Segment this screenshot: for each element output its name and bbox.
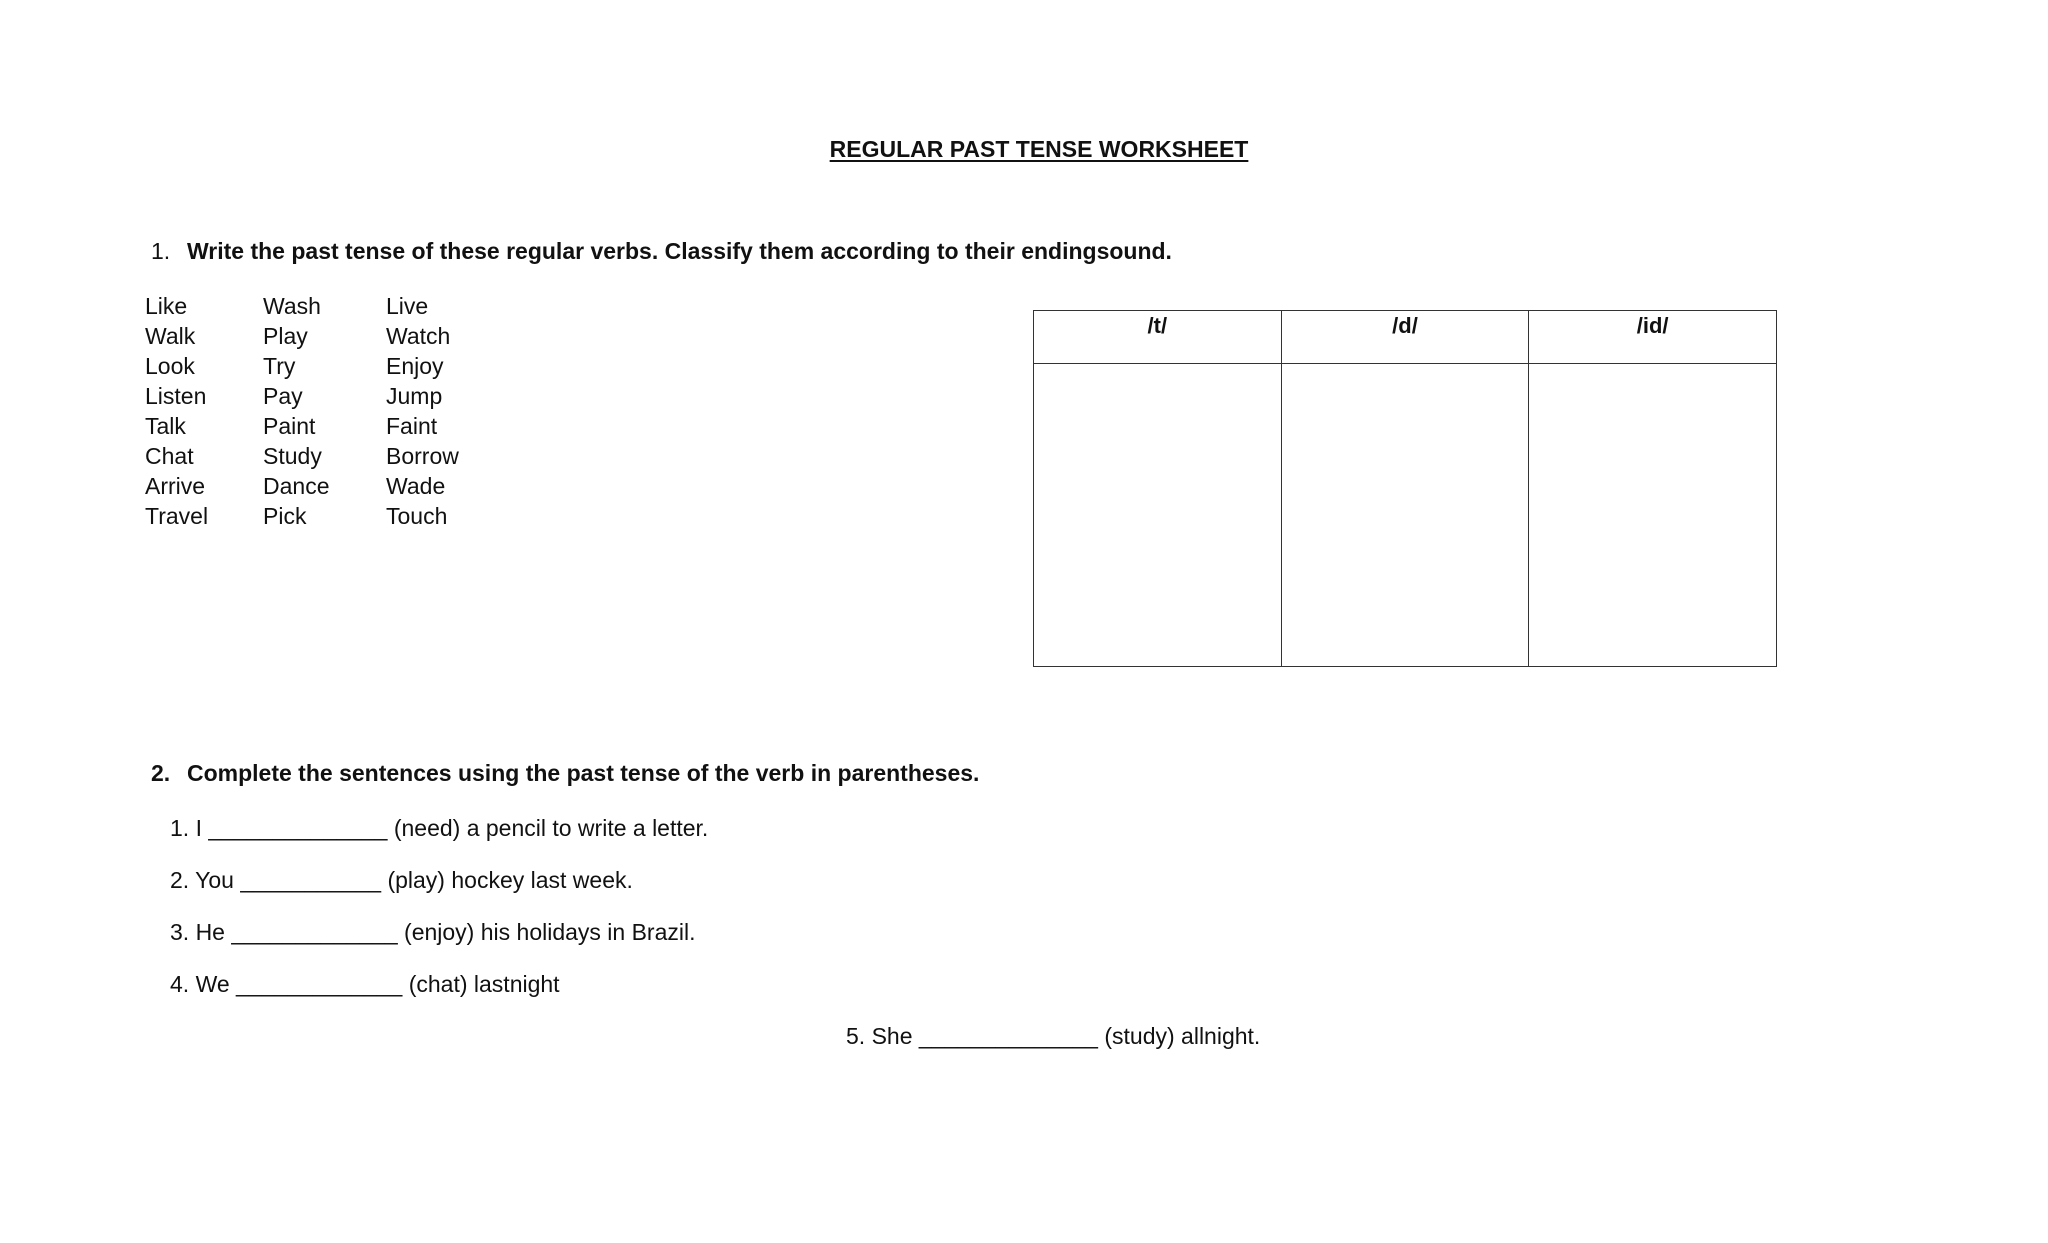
ending-sound-table	[1033, 310, 1777, 667]
answer-cell-d[interactable]	[1281, 364, 1529, 667]
verb-item: Live	[386, 293, 429, 319]
section-2-number: 2.	[151, 760, 171, 786]
sentence-item: 2. You ___________ (play) hockey last week.	[170, 867, 633, 893]
verb-column-1	[145, 291, 208, 531]
verb-item: Play	[263, 323, 308, 349]
sentence-item: 1. I ______________ (need) a pencil to write a letter.	[170, 815, 709, 841]
verb-item: Pick	[263, 503, 307, 529]
verb-item: Wash	[263, 293, 321, 319]
table-answer-row	[1034, 364, 1777, 667]
verb-item: Travel	[145, 503, 209, 529]
verb-item: Pay	[263, 383, 303, 409]
sentence-item: 5. She ______________ (study) allnight.	[846, 1023, 1261, 1049]
header-id-sound: /id/	[1529, 311, 1777, 364]
sentence-item: 3. He _____________ (enjoy) his holidays in Brazil.	[170, 919, 696, 945]
verb-item: Touch	[386, 503, 448, 529]
verb-item: Borrow	[386, 443, 459, 469]
verb-item: Dance	[263, 473, 330, 499]
header-d-sound: /d/	[1281, 311, 1529, 364]
verb-column-3	[386, 291, 459, 531]
verb-item: Wade	[386, 473, 446, 499]
verb-item: Paint	[263, 413, 316, 439]
verb-item: Walk	[145, 323, 196, 349]
section-1-instruction-text: Write the past tense of these regular verbs. Classify them according to their endingsound.	[187, 238, 1172, 264]
verb-item: Jump	[386, 383, 443, 409]
verb-item: Like	[145, 293, 188, 319]
verb-item: Study	[263, 443, 322, 469]
verb-item: Enjoy	[386, 353, 444, 379]
verb-column-2	[263, 291, 329, 531]
verb-item: Watch	[386, 323, 451, 349]
section-2-instruction	[151, 760, 979, 787]
table-header-row	[1034, 311, 1777, 364]
worksheet-title: REGULAR PAST TENSE WORKSHEET	[829, 136, 1249, 162]
verb-item: Look	[145, 353, 195, 379]
header-t-sound: /t/	[1034, 311, 1282, 364]
verb-item: Listen	[145, 383, 207, 409]
verb-item: Chat	[145, 443, 194, 469]
section-1-number: 1.	[151, 238, 171, 264]
verb-item: Faint	[386, 413, 438, 439]
answer-cell-t[interactable]	[1034, 364, 1282, 667]
verb-item: Try	[263, 353, 296, 379]
verb-item: Talk	[145, 413, 186, 439]
section-1-instruction	[151, 238, 1172, 265]
section-2-instruction-text: Complete the sentences using the past tense of the verb in parentheses.	[187, 760, 980, 786]
answer-cell-id[interactable]	[1529, 364, 1777, 667]
sentence-item: 4. We _____________ (chat) lastnight	[170, 971, 560, 997]
verb-item: Arrive	[145, 473, 206, 499]
